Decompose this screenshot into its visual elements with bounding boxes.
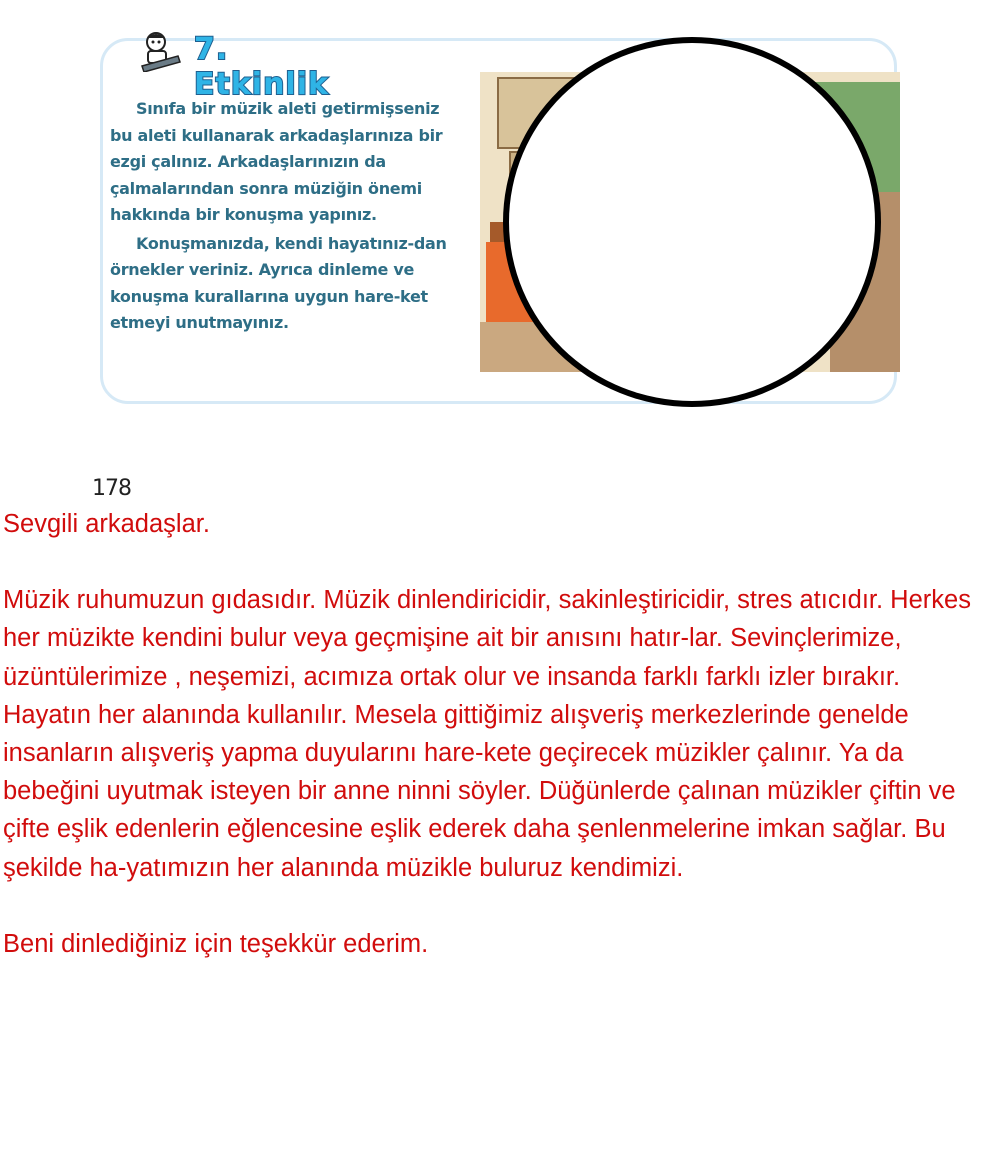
answer-body: Müzik ruhumuzun gıdasıdır. Müzik dinlendiricidir, sakinleştiricidir, stres atıcıdır. Herkes her müzikte kendini bulur veya geçmişine ait bir anısını hatır-lar. Sevinçlerimize, üzüntülerimize , neşemizi, acımıza ortak olur ve insanda farklı farklı izler bırakır. Hayatın her alanında kullanılır. Mesela gittiğimiz alışveriş merkezlerinde genelde insanların alışveriş yapma duyularını hare-kete geçirecek müzikler çalınır. Ya da bebeğini uyutmak isteyen bir anne ninni söyler. Düğünlerde çalınan müzikler çiftin ve çifte eşlik edenlerin eğlencesine eşlik ederek daha şenlenmelerine imkan sağlar. Bu şekilde ha-yatımızın her alanında müzikle buluruz kendimizi. <box>3 586 971 882</box>
activity-paragraph-2: Konuşmanızda, kendi hayatınız-dan örnekler veriniz. Ayrıca dinleme ve konuşma kurallarına uygun hare-ket etmeyi unutmayınız. <box>110 233 447 332</box>
answer-text <box>3 505 993 963</box>
page-number: 178 <box>92 476 131 501</box>
answer-closing: Beni dinlediğiniz için teşekkür ederim. <box>3 929 429 958</box>
answer-greeting: Sevgili arkadaşlar. <box>3 510 210 538</box>
activity-paragraph-1: Sınıfa bir müzik aleti getirmişseniz bu aleti kullanarak arkadaşlarınıza bir ezgi çalınız. Arkadaşlarınızın da çalmalarından sonra müziğin önemi hakkında bir konuşma yapınız. <box>110 99 443 224</box>
student-icon <box>138 30 186 72</box>
cover-circle <box>503 37 881 407</box>
activity-instructions <box>110 96 455 337</box>
activity-badge-label: 7. Etkinlik <box>194 32 329 102</box>
activity-badge <box>138 28 334 102</box>
